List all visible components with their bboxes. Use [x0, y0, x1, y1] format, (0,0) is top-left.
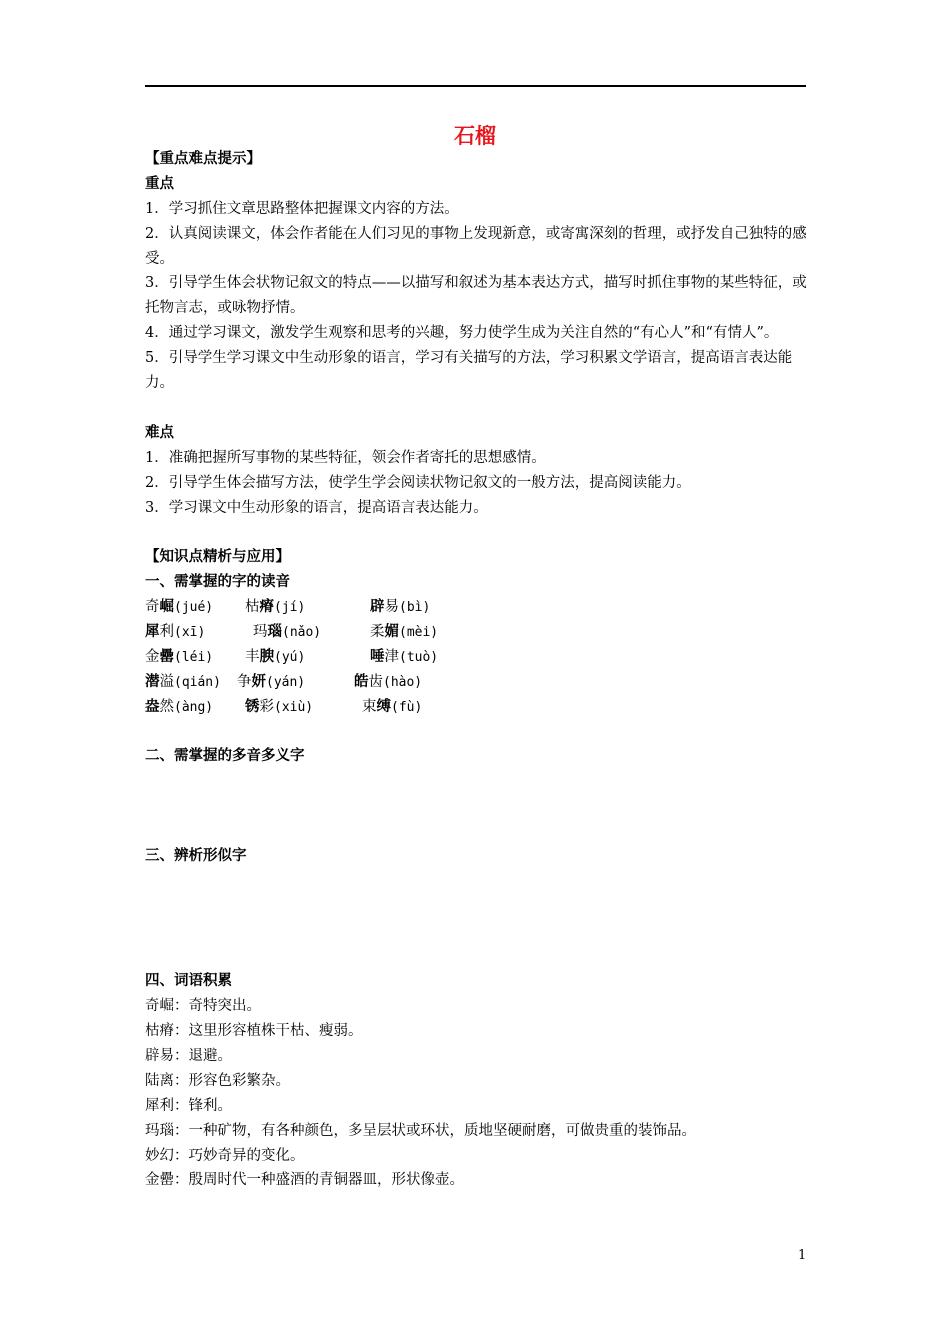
difficulty-item: 3．学习课文中生动形象的语言，提高语言表达能力。 — [145, 499, 488, 516]
pronunciation-row — [145, 595, 809, 620]
subheading-vocabulary: 四、词语积累 — [145, 972, 232, 990]
pronunciation-entry: 金罍(léi) — [145, 647, 214, 665]
pronunciation-row — [145, 620, 809, 645]
pronunciation-grid — [145, 595, 809, 719]
page-number: 1 — [798, 1248, 807, 1263]
vocab-item: 玛瑙：一种矿物，有各种颜色，多呈层状或环状，质地坚硬耐磨，可做贵重的装饰品。 — [145, 1122, 696, 1139]
pronunciation-entry: 丰腴(yú) — [245, 647, 306, 665]
key-point-item: 2．认真阅读课文，体会作者能在人们习见的事物上发现新意，或寄寓深刻的哲理，或抒发自己独特的感受。 — [145, 225, 807, 267]
pronunciation-entry: 皓齿(hào) — [354, 672, 423, 690]
pronunciation-entry: 枯瘠(jí) — [245, 598, 306, 616]
vocab-item: 金罍：殷周时代一种盛酒的青铜器皿，形状像壶。 — [145, 1172, 464, 1189]
key-point-item: 4．通过学习课文，激发学生观察和思考的兴趣，努力使学生成为关注自然的“有心人”和“有情人”。 — [145, 325, 779, 342]
difficulty-label: 难点 — [145, 423, 174, 441]
document-body — [145, 147, 809, 1193]
pronunciation-row — [145, 695, 809, 720]
header-rule — [145, 85, 806, 87]
pronunciation-entry: 盎然(àng) — [145, 697, 214, 715]
pronunciation-entry: 锈彩(xiù) — [245, 697, 314, 715]
key-point-item: 1．学习抓住文章思路整体把握课文内容的方法。 — [145, 200, 459, 217]
difficulty-item: 1．准确把握所写事物的某些特征，领会作者寄托的思想感情。 — [145, 449, 546, 466]
pronunciation-entry: 玛瑙(nǎo) — [253, 623, 322, 641]
pronunciation-entry: 唾津(tuò) — [370, 647, 439, 665]
pronunciation-entry: 柔媚(mèi) — [370, 623, 439, 641]
document-title: 石榴 — [454, 123, 496, 148]
vocab-item: 枯瘠：这里形容植株干枯、瘦弱。 — [145, 1023, 363, 1040]
pronunciation-entry: 束缚(fù) — [362, 697, 423, 715]
vocab-item: 犀利：锋利。 — [145, 1097, 232, 1114]
pronunciation-entry: 辟易(bì) — [370, 598, 431, 616]
subheading-polyphonic: 二、需掌握的多音多义字 — [145, 747, 305, 765]
vocab-item: 妙幻：巧妙奇异的变化。 — [145, 1147, 305, 1164]
key-point-item: 5．引导学生学习课文中生动形象的语言，学习有关描写的方法，学习积累文学语言，提高语言表达能力。 — [145, 350, 793, 392]
pronunciation-row — [145, 645, 809, 670]
vocab-item: 奇崛：奇特突出。 — [145, 998, 261, 1015]
section-heading-key-points: 【重点难点提示】 — [145, 150, 261, 167]
key-points-label: 重点 — [145, 174, 174, 192]
subheading-pronunciation: 一、需掌握的字的读音 — [145, 573, 290, 591]
difficulty-item: 2．引导学生体会描写方法，使学生学会阅读状物记叙文的一般方法，提高阅读能力。 — [145, 474, 691, 491]
pronunciation-row — [145, 670, 809, 695]
pronunciation-entry: 争妍(yán) — [237, 672, 306, 690]
vocab-item: 辟易：退避。 — [145, 1047, 232, 1064]
subheading-similar-characters: 三、辨析形似字 — [145, 847, 247, 865]
pronunciation-entry: 奇崛(jué) — [145, 598, 214, 616]
vocab-item: 陆离：形容色彩繁杂。 — [145, 1072, 290, 1089]
section-heading-knowledge: 【知识点精析与应用】 — [145, 548, 290, 566]
pronunciation-entry: 潜溢(qián) — [145, 672, 221, 690]
pronunciation-entry: 犀利(xī) — [145, 623, 206, 641]
key-point-item: 3．引导学生体会状物记叙文的特点——以描写和叙述为基本表达方式，描写时抓住事物的某些特征，或托物言志，或咏物抒情。 — [145, 275, 807, 317]
